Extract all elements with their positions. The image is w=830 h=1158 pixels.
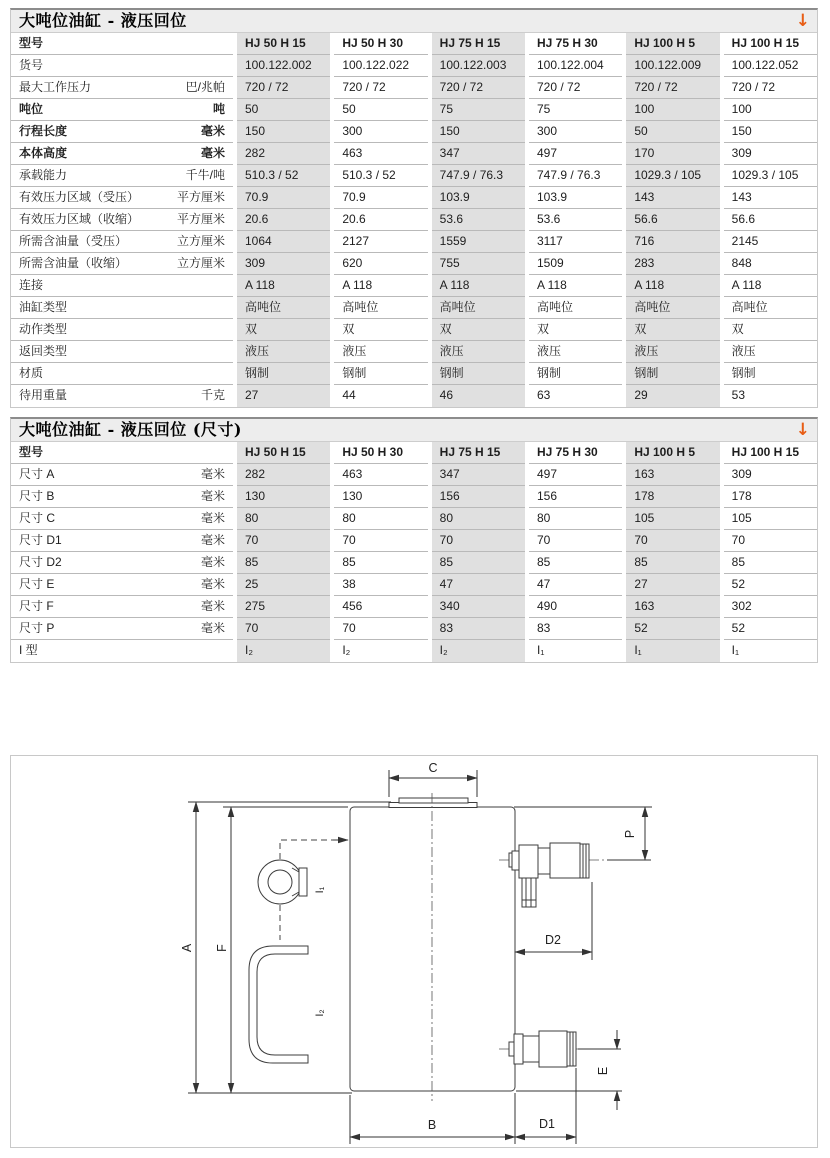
value-cell: 2145 xyxy=(724,231,817,253)
value-cell: 63 xyxy=(537,388,551,402)
value-cell: 463 xyxy=(334,143,427,165)
value-cell: 1064 xyxy=(237,231,330,253)
value-cell: 163 xyxy=(626,464,719,486)
value-cell: 100.122.009 xyxy=(626,55,719,77)
value-cell: 347 xyxy=(432,464,525,486)
value-cell: 50 xyxy=(626,121,719,143)
row-label-cell xyxy=(11,552,233,574)
row-label-cell xyxy=(11,253,233,275)
value-cell: 钢制 xyxy=(334,363,427,385)
value-cell: 44 xyxy=(342,388,356,402)
value-cell: 高吨位 xyxy=(237,297,330,319)
value-cell: 双 xyxy=(626,319,719,341)
row-unit: 吨 xyxy=(212,102,225,116)
value-cell: 56.6 xyxy=(626,209,719,231)
value-cell: 液压 xyxy=(334,341,427,363)
value-cell: 双 xyxy=(529,319,622,341)
value-cell: 75 xyxy=(529,99,622,121)
upper-coupler xyxy=(499,843,651,907)
value-cell: 282 xyxy=(237,464,330,486)
value-cell: 液压 xyxy=(432,341,525,363)
row-label: 有效压力区域（受压） xyxy=(19,190,140,204)
row-unit: 毫米 xyxy=(200,467,225,481)
value-cell: 53 xyxy=(731,388,746,402)
row-label-cell xyxy=(11,297,233,319)
row-unit: 毫米 xyxy=(200,146,225,160)
value-cell: 钢制 xyxy=(724,363,817,385)
value-cell: 高吨位 xyxy=(626,297,719,319)
value-cell: 38 xyxy=(334,574,427,596)
value-cell: 53.6 xyxy=(529,209,622,231)
value-cell: A 118 xyxy=(626,275,719,297)
value-cell: 高吨位 xyxy=(529,297,622,319)
row-label: 货号 xyxy=(19,58,44,72)
value-cell: 25 xyxy=(237,574,330,596)
spec-table-performance xyxy=(10,8,818,408)
value-cell: 747.9 / 76.3 xyxy=(529,165,622,187)
table-title: 大吨位油缸 - 液压回位 (尺寸) xyxy=(19,420,242,439)
row-label: 连接 xyxy=(19,278,44,292)
drawing-panel xyxy=(10,755,818,1148)
value-cell: I₁ xyxy=(731,643,740,657)
value-cell: 双 xyxy=(432,319,525,341)
row-label-cell xyxy=(11,486,233,508)
row-label-cell xyxy=(11,574,233,596)
value-cell: 83 xyxy=(529,618,622,640)
value-cell: 463 xyxy=(334,464,427,486)
value-cell: A 118 xyxy=(724,275,817,297)
value-cell: A 118 xyxy=(529,275,622,297)
value-cell: 100.122.004 xyxy=(529,55,622,77)
row-label-cell xyxy=(11,143,233,165)
row-label-cell xyxy=(11,341,233,363)
row-label: 所需含油量（受压） xyxy=(19,234,128,248)
row-label-cell xyxy=(11,187,233,209)
row-unit: 毫米 xyxy=(200,555,225,569)
models-header-label-cell xyxy=(11,442,233,464)
value-cell: 283 xyxy=(626,253,719,275)
value-cell: A 118 xyxy=(237,275,330,297)
value-cell: A 118 xyxy=(432,275,525,297)
value-cell: 20.6 xyxy=(334,209,427,231)
value-cell: 双 xyxy=(237,319,330,341)
value-cell: 1509 xyxy=(529,253,622,275)
row-label-cell xyxy=(11,231,233,253)
dim-label-c: C xyxy=(428,761,438,775)
model-header-cell: HJ 50 H 30 xyxy=(334,442,427,464)
dim-c xyxy=(389,761,477,797)
lifting-eye-icon xyxy=(258,860,326,904)
value-cell: 100.122.003 xyxy=(432,55,525,77)
row-label: 行程长度 xyxy=(19,124,68,138)
value-cell: 848 xyxy=(724,253,817,275)
row-label: 最大工作压力 xyxy=(19,80,92,94)
value-cell: 143 xyxy=(724,187,817,209)
value-cell: 2127 xyxy=(334,231,427,253)
dim-label-i2: I₂ xyxy=(314,1009,326,1017)
model-header-cell: HJ 75 H 15 xyxy=(432,442,525,464)
row-label-cell xyxy=(11,530,233,552)
value-cell: 20.6 xyxy=(237,209,330,231)
value-cell: 56.6 xyxy=(724,209,817,231)
value-cell: 47 xyxy=(432,574,525,596)
row-unit: 毫米 xyxy=(200,577,225,591)
value-cell: 50 xyxy=(237,99,330,121)
row-label: 尺寸 C xyxy=(19,511,56,525)
value-cell: 720 / 72 xyxy=(237,77,330,99)
value-cell: 309 xyxy=(724,464,817,486)
model-header-cell: HJ 100 H 15 xyxy=(724,33,817,55)
value-cell: 340 xyxy=(432,596,525,618)
value-cell: 716 xyxy=(626,231,719,253)
model-header-cell: HJ 50 H 15 xyxy=(237,33,330,55)
row-label: 尺寸 D1 xyxy=(19,533,62,547)
row-label: 尺寸 F xyxy=(19,599,54,613)
row-label-cell xyxy=(11,99,233,121)
row-label: 返回类型 xyxy=(19,344,68,358)
row-label: 本体高度 xyxy=(19,146,68,160)
row-label: 材质 xyxy=(19,366,44,380)
value-cell: 52 xyxy=(724,618,817,640)
row-unit: 平方厘米 xyxy=(176,190,225,204)
value-cell: I₂ xyxy=(342,643,351,657)
dim-label-p: P xyxy=(623,829,637,839)
value-cell: 46 xyxy=(432,385,525,407)
value-cell: 70 xyxy=(626,530,719,552)
row-label-cell xyxy=(11,464,233,486)
table-title: 大吨位油缸 - 液压回位 xyxy=(19,11,187,30)
value-cell: 70.9 xyxy=(237,187,330,209)
value-cell: 液压 xyxy=(626,341,719,363)
models-header-label-cell xyxy=(11,33,233,55)
value-cell: 720 / 72 xyxy=(724,77,817,99)
value-cell: 170 xyxy=(626,143,719,165)
value-cell: 高吨位 xyxy=(724,297,817,319)
value-cell: 双 xyxy=(724,319,817,341)
value-cell: 163 xyxy=(626,596,719,618)
value-cell: 510.3 / 52 xyxy=(334,165,427,187)
value-cell: 钢制 xyxy=(626,363,719,385)
hydraulic-cylinder-drawing xyxy=(11,756,817,1147)
value-cell: 100.122.052 xyxy=(724,55,817,77)
dim-label-b: B xyxy=(427,1118,437,1132)
value-cell: 钢制 xyxy=(237,363,330,385)
value-cell: 143 xyxy=(626,187,719,209)
value-cell: 钢制 xyxy=(432,363,525,385)
value-cell: 70 xyxy=(529,530,622,552)
row-label-cell xyxy=(11,209,233,231)
value-cell: 1029.3 / 105 xyxy=(626,165,719,187)
value-cell: 70 xyxy=(334,618,427,640)
value-cell: 液压 xyxy=(237,341,330,363)
value-cell: 100 xyxy=(724,99,817,121)
value-cell: 3117 xyxy=(529,231,622,253)
table-title-bar xyxy=(11,10,817,33)
value-cell: 液压 xyxy=(724,341,817,363)
value-cell: 103.9 xyxy=(432,187,525,209)
model-header-cell: HJ 100 H 5 xyxy=(626,442,719,464)
value-cell: 309 xyxy=(237,253,330,275)
row-label-cell xyxy=(11,385,233,407)
row-label-cell xyxy=(11,596,233,618)
row-label-cell xyxy=(11,165,233,187)
value-cell: 85 xyxy=(529,552,622,574)
value-cell: 100.122.002 xyxy=(237,55,330,77)
value-cell: 85 xyxy=(626,552,719,574)
value-cell: 105 xyxy=(724,508,817,530)
row-label-cell xyxy=(11,55,233,77)
row-unit: 毫米 xyxy=(200,621,225,635)
value-cell: I₂ xyxy=(237,640,330,662)
value-cell: 70 xyxy=(237,618,330,640)
row-label: 尺寸 B xyxy=(19,489,55,503)
value-cell: 720 / 72 xyxy=(432,77,525,99)
value-cell: 高吨位 xyxy=(334,297,427,319)
row-unit: 巴/兆帕 xyxy=(185,80,225,94)
row-label: 待用重量 xyxy=(19,388,68,402)
value-cell: 70 xyxy=(432,530,525,552)
value-cell: 720 / 72 xyxy=(334,77,427,99)
value-cell: 70 xyxy=(334,530,427,552)
value-cell: 50 xyxy=(334,99,427,121)
value-cell: 497 xyxy=(529,464,622,486)
row-label: 动作类型 xyxy=(19,322,68,336)
dim-label-i1: I₁ xyxy=(314,886,326,894)
row-label: 型号 xyxy=(19,36,44,50)
scroll-down-arrow-icon[interactable]: ↓ xyxy=(795,419,810,440)
row-unit: 平方厘米 xyxy=(176,212,225,226)
handle-icon xyxy=(249,946,326,1063)
value-cell: 720 / 72 xyxy=(626,77,719,99)
row-label: 尺寸 P xyxy=(19,621,55,635)
value-cell: 液压 xyxy=(529,341,622,363)
value-cell: 75 xyxy=(432,99,525,121)
value-cell: 309 xyxy=(724,143,817,165)
model-header-cell: HJ 50 H 30 xyxy=(334,33,427,55)
value-cell: 80 xyxy=(432,508,525,530)
row-label-cell xyxy=(11,121,233,143)
value-cell: 70.9 xyxy=(334,187,427,209)
row-label: 承载能力 xyxy=(19,168,68,182)
row-label-cell xyxy=(11,363,233,385)
row-label-cell xyxy=(11,77,233,99)
row-unit: 毫米 xyxy=(200,124,225,138)
lower-coupler xyxy=(499,1031,621,1067)
row-label: 型号 xyxy=(19,445,44,459)
value-cell: 100.122.022 xyxy=(334,55,427,77)
value-cell: I₁ xyxy=(537,643,545,657)
model-header-cell: HJ 100 H 5 xyxy=(626,33,719,55)
row-label: 所需含油量（收缩） xyxy=(19,256,128,270)
value-cell: 490 xyxy=(529,596,622,618)
row-label-cell xyxy=(11,508,233,530)
value-cell: 52 xyxy=(724,574,817,596)
model-header-cell: HJ 50 H 15 xyxy=(237,442,330,464)
row-label: 有效压力区域（收缩） xyxy=(19,212,140,226)
spec-grid xyxy=(11,33,817,407)
value-cell: 85 xyxy=(334,552,427,574)
value-cell: 150 xyxy=(724,121,817,143)
row-label: I 型 xyxy=(19,643,38,657)
value-cell: 83 xyxy=(432,618,525,640)
value-cell: 85 xyxy=(237,552,330,574)
row-label: 尺寸 E xyxy=(19,577,55,591)
value-cell: 钢制 xyxy=(529,363,622,385)
row-unit: 立方厘米 xyxy=(176,256,225,270)
value-cell: 70 xyxy=(724,530,817,552)
value-cell: 300 xyxy=(529,121,622,143)
value-cell: 52 xyxy=(626,618,719,640)
value-cell: 302 xyxy=(724,596,817,618)
row-unit: 毫米 xyxy=(200,489,225,503)
row-label: 吨位 xyxy=(19,102,44,116)
value-cell: 275 xyxy=(237,596,330,618)
value-cell: 100 xyxy=(626,99,719,121)
row-label-cell xyxy=(11,275,233,297)
dim-label-a: A xyxy=(180,943,194,953)
model-header-cell: HJ 75 H 15 xyxy=(432,33,525,55)
value-cell: 85 xyxy=(432,552,525,574)
value-cell: 80 xyxy=(529,508,622,530)
value-cell: 53.6 xyxy=(432,209,525,231)
value-cell: 27 xyxy=(626,574,719,596)
value-cell: 高吨位 xyxy=(432,297,525,319)
value-cell: 150 xyxy=(432,121,525,143)
row-label-cell xyxy=(11,640,233,662)
value-cell: 1559 xyxy=(432,231,525,253)
spec-table-dimensions xyxy=(10,417,818,663)
row-label: 尺寸 A xyxy=(19,467,55,481)
row-unit: 毫米 xyxy=(200,511,225,525)
value-cell: 300 xyxy=(334,121,427,143)
value-cell: 620 xyxy=(334,253,427,275)
scroll-down-arrow-icon[interactable]: ↓ xyxy=(795,10,810,31)
value-cell: 747.9 / 76.3 xyxy=(432,165,525,187)
row-label: 尺寸 D2 xyxy=(19,555,62,569)
model-header-cell: HJ 100 H 15 xyxy=(724,442,817,464)
row-unit: 千牛/吨 xyxy=(185,168,225,182)
value-cell: 497 xyxy=(529,143,622,165)
value-cell: 130 xyxy=(237,486,330,508)
spec-grid xyxy=(11,442,817,662)
row-label-cell xyxy=(11,618,233,640)
value-cell: I₁ xyxy=(626,640,719,662)
dim-label-e: E xyxy=(596,1066,610,1076)
value-cell: 156 xyxy=(432,486,525,508)
value-cell: 347 xyxy=(432,143,525,165)
model-header-cell: HJ 75 H 30 xyxy=(529,33,622,55)
value-cell: 80 xyxy=(237,508,330,530)
value-cell: 80 xyxy=(334,508,427,530)
row-unit: 毫米 xyxy=(200,599,225,613)
value-cell: I₂ xyxy=(432,640,525,662)
dim-label-f: F xyxy=(215,944,229,952)
row-unit: 立方厘米 xyxy=(176,234,225,248)
model-header-cell: HJ 75 H 30 xyxy=(529,442,622,464)
value-cell: 双 xyxy=(334,319,427,341)
value-cell: 85 xyxy=(724,552,817,574)
value-cell: 70 xyxy=(237,530,330,552)
dim-label-d2: D2 xyxy=(545,933,561,947)
value-cell: 178 xyxy=(626,486,719,508)
value-cell: 510.3 / 52 xyxy=(237,165,330,187)
value-cell: 456 xyxy=(334,596,427,618)
value-cell: 1029.3 / 105 xyxy=(724,165,817,187)
row-unit: 毫米 xyxy=(200,533,225,547)
value-cell: 755 xyxy=(432,253,525,275)
value-cell: 27 xyxy=(237,385,330,407)
value-cell: 150 xyxy=(237,121,330,143)
table-title-bar xyxy=(11,419,817,442)
value-cell: A 118 xyxy=(334,275,427,297)
row-unit: 千克 xyxy=(200,388,225,402)
value-cell: 29 xyxy=(626,385,719,407)
value-cell: 103.9 xyxy=(529,187,622,209)
value-cell: 282 xyxy=(237,143,330,165)
value-cell: 105 xyxy=(626,508,719,530)
value-cell: 130 xyxy=(334,486,427,508)
cylinder-body xyxy=(350,793,515,1101)
value-cell: 178 xyxy=(724,486,817,508)
value-cell: 156 xyxy=(529,486,622,508)
value-cell: 47 xyxy=(529,574,622,596)
value-cell: 720 / 72 xyxy=(529,77,622,99)
dim-label-d1: D1 xyxy=(539,1117,555,1131)
row-label-cell xyxy=(11,319,233,341)
row-label: 油缸类型 xyxy=(19,300,68,314)
